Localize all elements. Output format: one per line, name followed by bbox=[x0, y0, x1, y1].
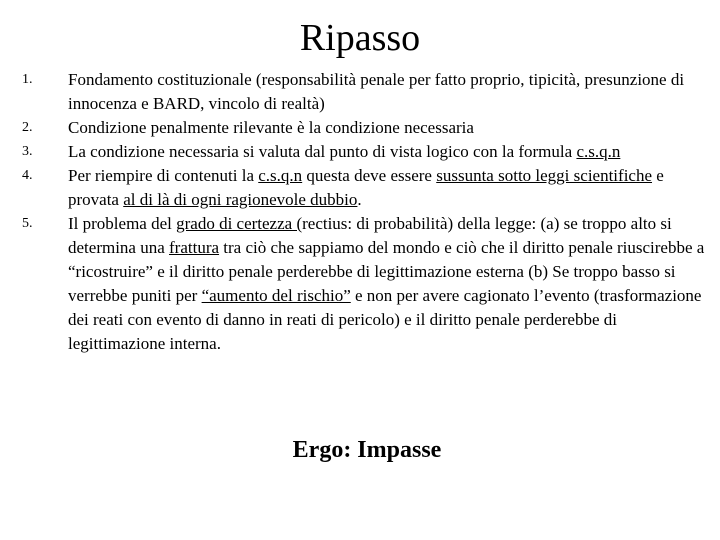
item-number: 4. bbox=[22, 168, 33, 183]
underlined-term: grado di certezza ( bbox=[176, 214, 303, 233]
item-text-segment: Per riempire di contenuti la bbox=[68, 166, 259, 185]
underlined-term: c.s.q.n bbox=[258, 166, 303, 185]
underlined-term: c.s.q.n bbox=[576, 142, 621, 161]
item-text-segment: questa deve essere bbox=[302, 166, 437, 185]
item-text-segment: Condizione penalmente rilevante è la condizione necessaria bbox=[68, 118, 474, 137]
numbered-list bbox=[0, 68, 720, 356]
underlined-term: “aumento del rischio” bbox=[201, 286, 351, 305]
item-text-segment: La condizione necessaria si valuta dal punto di vista logico con la formula bbox=[68, 142, 577, 161]
underlined-term: frattura bbox=[169, 238, 220, 257]
item-number: 2. bbox=[22, 120, 33, 135]
item-text-segment: e provata bbox=[68, 166, 664, 209]
list-item-5 bbox=[0, 212, 720, 356]
item-text-segment: Il problema del bbox=[68, 214, 177, 233]
list-item-3 bbox=[0, 140, 720, 164]
item-number: 5. bbox=[22, 216, 33, 231]
list-item-2 bbox=[0, 116, 720, 140]
item-text-segment: Fondamento costituzionale (responsabilità penale per fatto proprio, tipicità, presunzione di innocenza e BARD, vincolo di realtà) bbox=[68, 70, 685, 113]
item-text-segment: tra ciò che sappiamo del mondo e ciò che il diritto penale riuscirebbe a “ricostruire” e il diritto penale perderebbe di legittimazione esterna (b) Se troppo basso si verrebbe puniti per bbox=[68, 238, 705, 305]
item-number: 1. bbox=[22, 72, 33, 87]
list-item-4 bbox=[0, 164, 720, 212]
underlined-term: al di là di ogni ragionevole dubbio bbox=[123, 190, 358, 209]
underlined-term: sussunta sotto leggi scientifiche bbox=[436, 166, 653, 185]
conclusion-text: Ergo: Impasse bbox=[292, 437, 442, 463]
slide-title: Ripasso bbox=[299, 17, 421, 59]
item-text-segment: e non per avere cagionato l’evento (trasformazione dei reati con evento di danno in reati di pericolo) e il diritto penale perderebbe di legittimazione interna. bbox=[68, 286, 702, 353]
list-item-1 bbox=[0, 68, 720, 116]
item-text-segment: . bbox=[357, 190, 362, 209]
item-text-segment: rectius: di probabilità) della legge: (a) se troppo alto si determina una bbox=[68, 214, 672, 257]
item-number: 3. bbox=[22, 144, 33, 159]
